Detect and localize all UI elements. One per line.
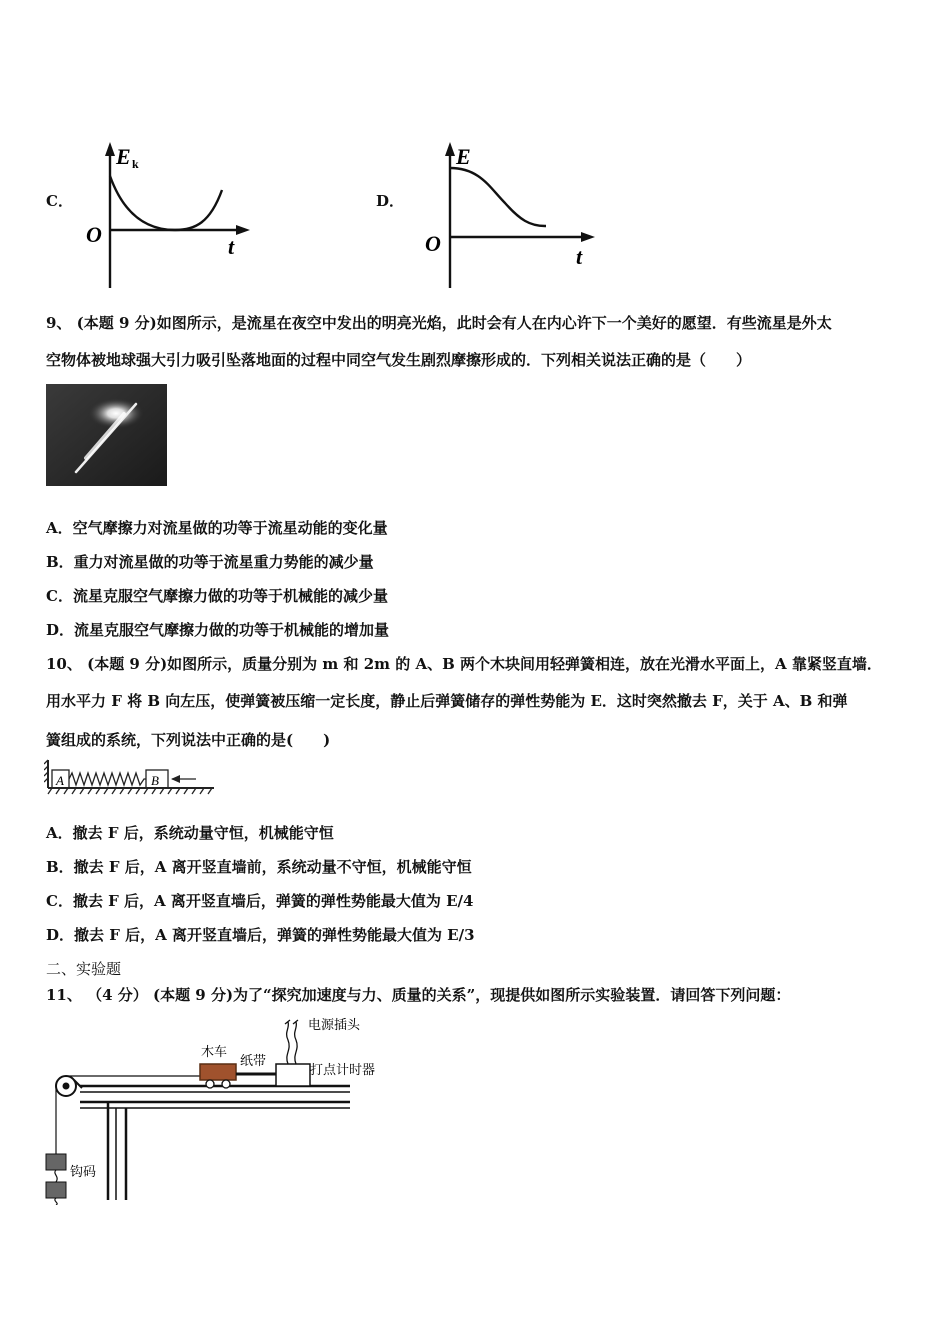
cart	[200, 1064, 236, 1080]
graph-d-y-label: E	[456, 144, 471, 169]
graph-c-x-arrow	[236, 225, 250, 235]
spring	[69, 773, 146, 785]
graph-d-curve	[450, 168, 546, 226]
timer	[276, 1064, 310, 1086]
power-plug-label: 电源插头	[308, 1018, 361, 1033]
option-d-label: D．	[376, 192, 405, 210]
q10-stem-line3: 簧组成的系统，下列说法中正确的是( )	[46, 731, 331, 749]
block-a-label: A	[56, 773, 64, 788]
section-title: 二、实验题	[46, 960, 122, 978]
graph-d-x-label: t	[576, 244, 583, 269]
q11-stem-line1: 11、 （4 分） (本题 9 分)为了“探究加速度与力、质量的关系”，现提供如图所示实验装置．请回答下列问题：	[46, 986, 791, 1004]
q9-stem-line2: 空物体被地球强大引力吸引坠落地面的过程中同空气发生剧烈摩擦形成的．下列相关说法正确的是（ ）	[46, 351, 752, 369]
graph-c-curve	[110, 176, 222, 230]
cart-label: 木车	[201, 1045, 228, 1060]
spring-blocks-diagram	[44, 758, 219, 798]
graph-d-origin: O	[425, 231, 441, 256]
q9-option-d: D．流星克服空气摩擦力做的功等于机械能的增加量	[46, 621, 390, 639]
q9-option-a: A．空气摩擦力对流星做的功等于流星动能的变化量	[46, 519, 388, 537]
weight-2	[46, 1182, 66, 1198]
graph-c-origin: O	[86, 222, 102, 247]
tape-label: 纸带	[240, 1054, 267, 1069]
block-b-label: B	[151, 773, 159, 788]
q10-stem-line1: 10、 (本题 9 分)如图所示，质量分别为 m 和 2m 的 A、B 两个木块间用轻弹簧相连，放在光滑水平面上，A 靠紧竖直墙．	[46, 655, 882, 673]
graph-d-x-arrow	[581, 232, 595, 242]
q9-option-c: C．流星克服空气摩擦力做的功等于机械能的减少量	[46, 587, 388, 605]
weights-label: 钩码	[70, 1165, 97, 1180]
timer-label: 打点计时器	[310, 1063, 376, 1078]
graph-d	[420, 138, 605, 288]
q10-option-d: D．撤去 F 后，A 离开竖直墙后，弹簧的弹性势能最大值为 E/3	[46, 926, 475, 944]
graph-c-y-arrow	[105, 142, 115, 156]
graph-c-x-label: t	[228, 234, 235, 259]
meteor-photo	[46, 384, 167, 486]
q10-option-b: B．撤去 F 后，A 离开竖直墙前，系统动量不守恒，机械能守恒	[46, 858, 472, 876]
graph-d-y-arrow	[445, 142, 455, 156]
experiment-apparatus-diagram	[40, 1010, 400, 1205]
q10-option-a: A．撤去 F 后，系统动量守恒，机械能守恒	[46, 824, 334, 842]
weight-1	[46, 1154, 66, 1170]
graph-c	[80, 138, 260, 288]
q9-stem-line1: 9、 (本题 9 分)如图所示，是流星在夜空中发出的明亮光焰，此时会有人在内心许下一个美好的愿望．有些流星是外太	[46, 314, 832, 332]
q9-option-b: B．重力对流星做的功等于流星重力势能的减少量	[46, 553, 374, 571]
q10-option-c: C．撤去 F 后，A 离开竖直墙后，弹簧的弹性势能最大值为 E/4	[46, 892, 474, 910]
graph-c-y-label: E	[116, 144, 131, 169]
graph-c-y-sub: k	[132, 157, 139, 171]
option-c-label: C．	[46, 192, 73, 210]
force-arrowhead	[171, 775, 180, 783]
q10-stem-line2: 用水平力 F 将 B 向左压，使弹簧被压缩一定长度，静止后弹簧储存的弹性势能为 E．这时突然撤去 F，关于 A、B 和弹	[46, 692, 848, 710]
